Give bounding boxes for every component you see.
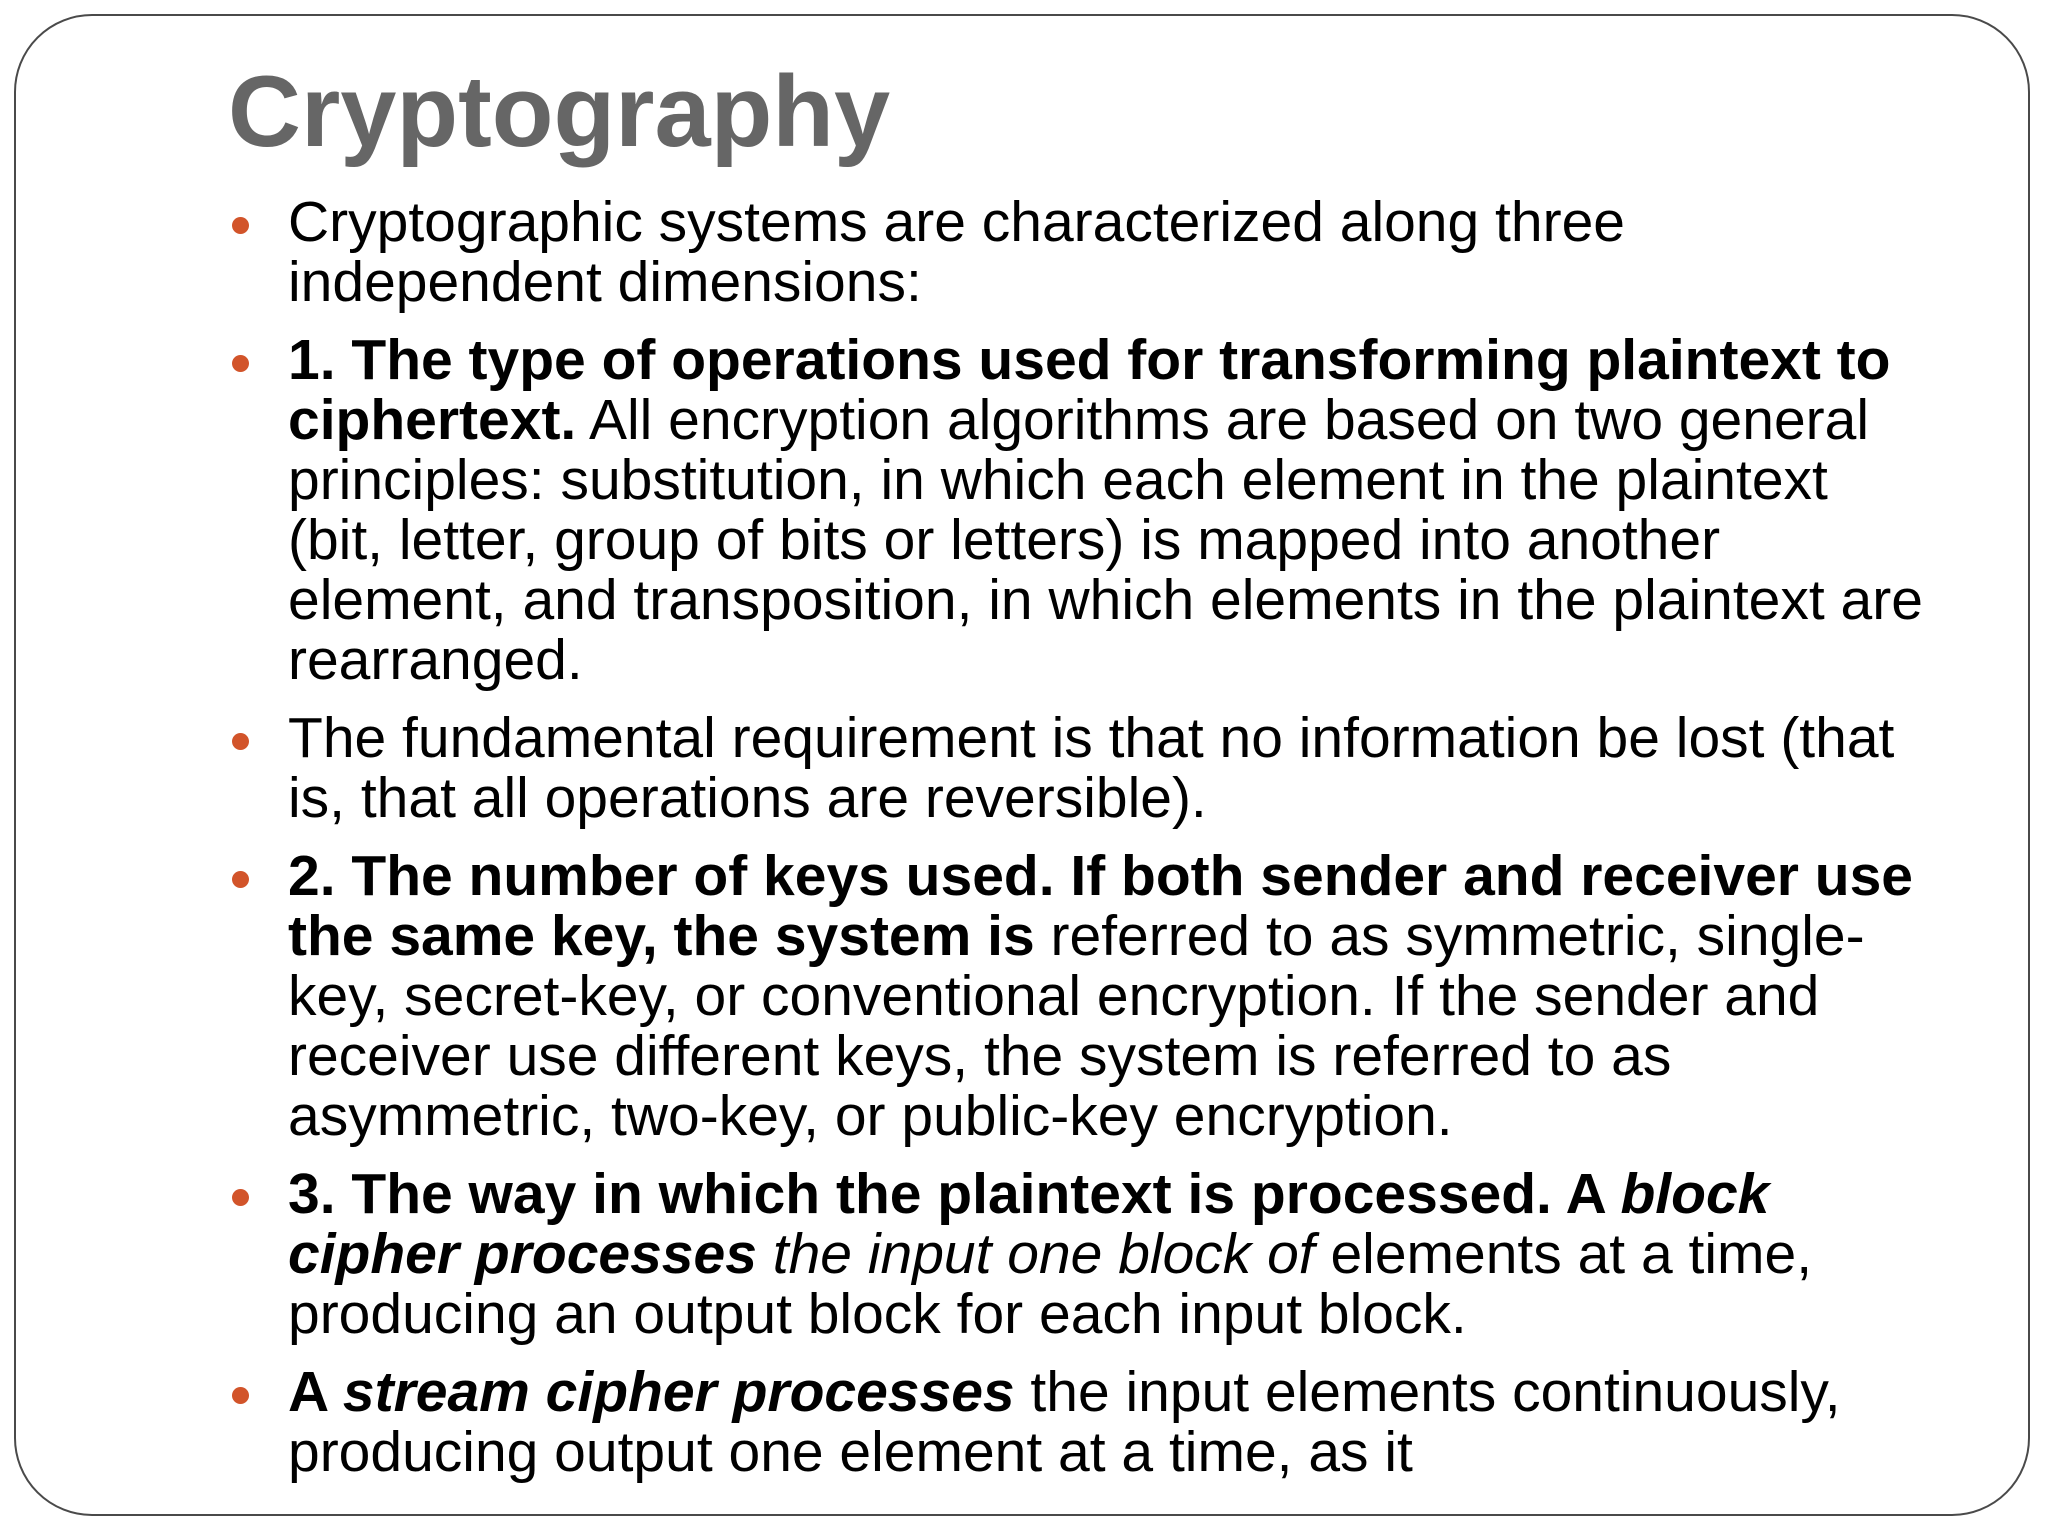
bullet-list (228, 192, 1928, 1500)
bullet-item (228, 708, 1928, 828)
bullet-heading-italic: block cipher processes (288, 1162, 1770, 1286)
bullet-text: Cryptographic systems are characterized along three independent dimensions: (288, 190, 1625, 314)
bullet-item (228, 330, 1928, 690)
bullet-item (228, 192, 1928, 312)
bullet-text: All encryption algorithms are based on two general principles: substitution, in which each element in the plaintext (bit, letter, group of bits or letters) is mapped into another element, and transposition, in which elements in the plaintext are rearranged. (288, 388, 1923, 692)
bullet-heading: 1. The type of operations used for transforming plaintext to ciphertext. (288, 328, 1891, 452)
bullet-item (228, 1362, 1928, 1482)
bullet-dot-icon (232, 217, 249, 234)
bullet-text: referred to as symmetric, single-key, secret-key, or conventional encryption. If the sender and receiver use different keys, the system is referred to as asymmetric, two-key, or public-key encryption. (288, 904, 1865, 1148)
bullet-heading-italic: stream cipher processes (342, 1360, 1015, 1424)
bullet-dot-icon (232, 733, 249, 750)
bullet-text: elements at a time, producing an output block for each input block. (288, 1222, 1813, 1346)
bullet-item (228, 846, 1928, 1146)
bullet-dot-icon (232, 355, 249, 372)
bullet-item (228, 1164, 1928, 1344)
bullet-italic-text: the input one block of (756, 1222, 1331, 1286)
bullet-heading: 3. The way in which the plaintext is processed. A (288, 1162, 1621, 1226)
bullet-heading: 2. The number of keys used. If both sender and receiver use the same key, the system is (288, 844, 1914, 968)
bullet-dot-icon (232, 1387, 249, 1404)
bullet-dot-icon (232, 871, 249, 888)
bullet-dot-icon (232, 1189, 249, 1206)
bullet-text: The fundamental requirement is that no information be lost (that is, that all operations are reversible). (288, 706, 1895, 830)
bullet-heading: A (288, 1360, 343, 1424)
bullet-text: the input elements continuously, producing output one element at a time, as it (288, 1360, 1841, 1484)
slide-title: Cryptography (228, 56, 891, 168)
